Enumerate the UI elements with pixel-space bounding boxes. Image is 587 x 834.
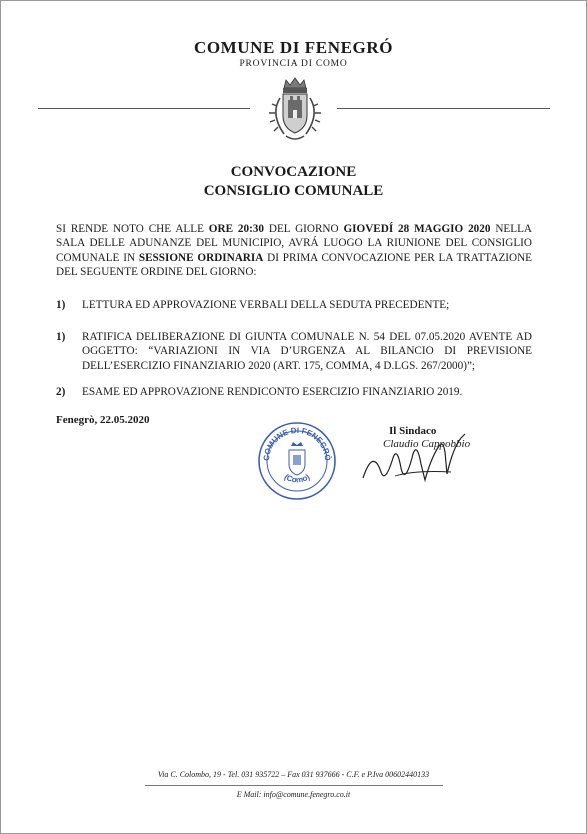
municipal-stamp-icon [256,420,338,502]
intro-text-2: DEL GIORNO [264,223,344,235]
place-and-date: Fenegrò, 22.05.2020 [56,414,150,426]
agenda-item-text: LETTURA ED APPROVAZIONE VERBALI DELLA SEDUTA PRECEDENTE; [82,299,450,311]
mayor-title: Il Sindaco [389,425,437,437]
agenda-item-number: 1) [56,299,66,311]
footer-email: E Mail: info@comune.fenegro.co.it [236,790,351,799]
agenda-item-text: RATIFICA DELIBERAZIONE DI GIUNTA COMUNALE N. 54 DEL 07.05.2020 AVENTE AD OGGETTO: “VARIAZIONI IN VIA D’URGENZA AL BILANCIO DI PREVISIONE DELL’ESERCIZIO FINANZIARIO 2020 (ART. 175, COMMA, 4 D.LGS. 267/2000)”; [82,331,532,372]
footer-address: Via C. Colombo, 19 - Tel. 031 935722 – Fax 031 937666 - C.F. e P.Iva 00602440133 [157,770,430,779]
agenda-item [56,385,532,399]
header-rule-right [337,108,550,109]
svg-text:(Como) [283,472,312,484]
meeting-date: GIOVEDÍ 28 MAGGIO 2020 [343,223,491,235]
town-name: COMUNE DI FENEGRÓ [193,38,394,57]
intro-text-1: SI RENDE NOTO CHE ALLE [56,223,209,235]
intro-text-4: DI PRIMA CONVOCAZIONE PER LA TRATTAZIONE DEL SEGUENTE ORDINE DEL GIORNO: [56,251,532,279]
intro-paragraph [56,222,532,280]
mayor-name: Claudio Cappobbio [383,438,471,450]
agenda-item [56,298,532,312]
intro-text-3: NELLA SALA DELLE ADUNANZE DEL MUNICIPIO, AVRÁ LUOGO LA RIUNIONE DEL CONSIGLIO COMUNALE IN [56,223,532,264]
coat-of-arms-icon [262,76,328,146]
agenda-item-number: 2) [56,386,66,398]
agenda-item-number: 1) [56,331,66,343]
province-name: PROVINCIA DI COMO [239,59,348,69]
agenda-item-text: ESAME ED APPROVAZIONE RENDICONTO ESERCIZIO FINANZIARIO 2019. [82,386,463,398]
handwritten-signature-icon [355,428,475,490]
stamp-bottom-text: (Como) [282,472,312,485]
meeting-time: ORE 20:30 [208,223,264,235]
document-title [0,163,587,201]
footer-rule [145,785,443,786]
header-rule-left [38,108,250,109]
title-line-2: CONSIGLIO COMUNALE [203,183,384,199]
agenda-item [56,330,532,373]
stamp-top-text: COMUNE DI FENEGRÒ [261,425,333,462]
title-line-1: CONVOCAZIONE [230,164,357,180]
letterhead [0,38,587,69]
session-type: SESSIONE ORDINARIA [138,251,264,264]
